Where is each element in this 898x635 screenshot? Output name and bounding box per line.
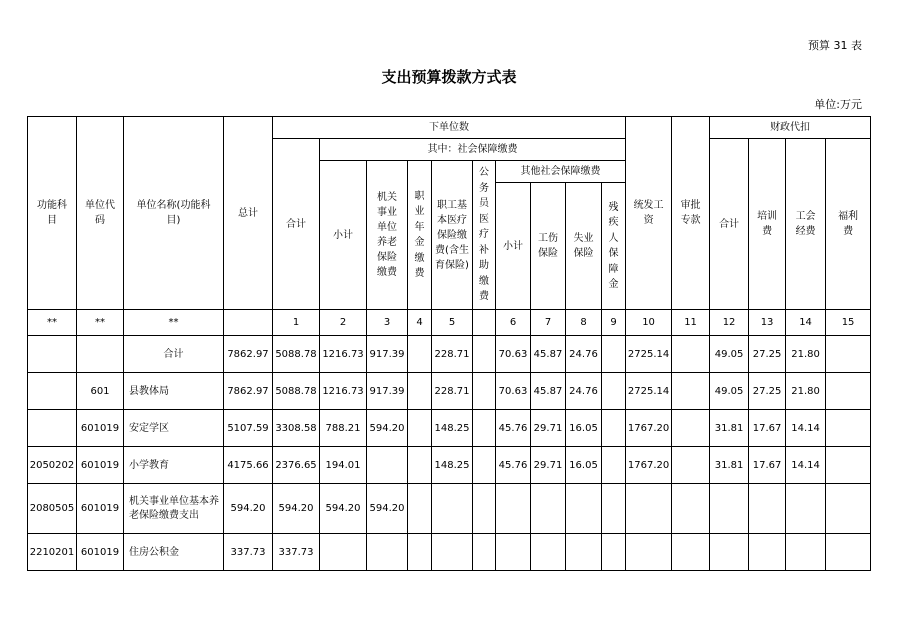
table-cell xyxy=(473,534,496,571)
table-cell: 小学教育 xyxy=(124,447,224,484)
table-cell: 2210201 xyxy=(28,534,77,571)
table-cell: 45.87 xyxy=(531,373,566,410)
table-cell: 2376.65 xyxy=(273,447,320,484)
table-cell: 194.01 xyxy=(320,447,367,484)
table-cell xyxy=(786,484,826,534)
table-cell xyxy=(672,336,710,373)
table-cell: 24.76 xyxy=(566,336,602,373)
table-cell: 31.81 xyxy=(710,410,749,447)
table-cell: 148.25 xyxy=(432,410,473,447)
table-row xyxy=(28,336,871,373)
table-cell xyxy=(672,484,710,534)
table-cell: 4175.66 xyxy=(224,447,273,484)
table-cell xyxy=(367,447,408,484)
unit-label: 单位:万元 xyxy=(814,98,862,111)
table-cell: 1216.73 xyxy=(320,336,367,373)
table-cell: 合计 xyxy=(124,336,224,373)
table-cell: 2725.14 xyxy=(626,336,672,373)
header-func-code: 功能科目 xyxy=(28,117,77,310)
table-cell: 2080505 xyxy=(28,484,77,534)
header-unit-name: 单位名称(功能科目) xyxy=(124,117,224,310)
table-cell: 601019 xyxy=(77,484,124,534)
header-medical: 职工基本医疗保险缴费(含生育保险) xyxy=(432,161,473,310)
table-cell xyxy=(749,534,786,571)
table-cell: 住房公积金 xyxy=(124,534,224,571)
table-cell: 29.71 xyxy=(531,447,566,484)
table-cell xyxy=(566,484,602,534)
table-cell: 3308.58 xyxy=(273,410,320,447)
header-social-subtotal: 小计 xyxy=(320,161,367,310)
table-cell: 16.05 xyxy=(566,447,602,484)
table-cell: 14 xyxy=(786,310,826,336)
header-fiscal-deduct: 财政代扣 xyxy=(710,117,871,139)
page-label: 预算 31 表 xyxy=(808,39,862,52)
table-cell: 228.71 xyxy=(432,336,473,373)
table-cell xyxy=(473,373,496,410)
table-cell: 15 xyxy=(826,310,871,336)
table-cell xyxy=(473,447,496,484)
header-unit-code: 单位代码 xyxy=(77,117,124,310)
table-cell xyxy=(496,534,531,571)
table-cell: ** xyxy=(77,310,124,336)
table-cell: 337.73 xyxy=(273,534,320,571)
index-row xyxy=(28,310,871,336)
table-cell: 601019 xyxy=(77,534,124,571)
table-cell: 594.20 xyxy=(367,410,408,447)
page-title: 支出预算拨款方式表 xyxy=(381,68,517,86)
table-cell: 13 xyxy=(749,310,786,336)
table-cell xyxy=(473,336,496,373)
table-cell xyxy=(531,534,566,571)
table-cell: 2050202 xyxy=(28,447,77,484)
table-cell: 1 xyxy=(273,310,320,336)
header-total: 总计 xyxy=(224,117,273,310)
table-cell xyxy=(28,410,77,447)
table-cell: 安定学区 xyxy=(124,410,224,447)
table-cell: 49.05 xyxy=(710,373,749,410)
table-cell: 5088.78 xyxy=(273,373,320,410)
table-cell xyxy=(77,336,124,373)
table-row xyxy=(28,484,871,534)
table-cell: 601019 xyxy=(77,410,124,447)
table-cell xyxy=(602,534,626,571)
table-cell: 70.63 xyxy=(496,373,531,410)
table-cell xyxy=(710,534,749,571)
header-of-which-social: 其中：社会保障缴费 xyxy=(320,139,626,161)
table-row xyxy=(28,534,871,571)
header-training: 培训费 xyxy=(749,139,786,310)
table-cell xyxy=(826,534,871,571)
table-cell xyxy=(826,447,871,484)
table-cell: 917.39 xyxy=(367,373,408,410)
table-cell xyxy=(408,484,432,534)
header-disabled: 残疾人保障金 xyxy=(602,183,626,310)
header-welfare: 福利费 xyxy=(826,139,871,310)
table-cell: 594.20 xyxy=(320,484,367,534)
table-cell: 3 xyxy=(367,310,408,336)
table-cell: 16.05 xyxy=(566,410,602,447)
header-lower-total: 合计 xyxy=(273,139,320,310)
table-cell: 228.71 xyxy=(432,373,473,410)
table-cell xyxy=(473,310,496,336)
table-cell: 9 xyxy=(602,310,626,336)
table-cell xyxy=(408,410,432,447)
header-fiscal-total: 合计 xyxy=(710,139,749,310)
table-cell: 1767.20 xyxy=(626,410,672,447)
table-cell: 10 xyxy=(626,310,672,336)
table-cell xyxy=(473,410,496,447)
table-cell xyxy=(710,484,749,534)
table-cell: 31.81 xyxy=(710,447,749,484)
table-cell: 5088.78 xyxy=(273,336,320,373)
table-cell xyxy=(602,447,626,484)
header-salary: 统发工资 xyxy=(626,117,672,310)
table-cell xyxy=(626,534,672,571)
table-cell xyxy=(826,410,871,447)
header-union: 工会经费 xyxy=(786,139,826,310)
table-cell xyxy=(826,373,871,410)
header-other-subtotal: 小计 xyxy=(496,183,531,310)
table-cell xyxy=(602,373,626,410)
table-cell: 601019 xyxy=(77,447,124,484)
table-cell: 45.87 xyxy=(531,336,566,373)
table-cell xyxy=(749,484,786,534)
table-cell: 5107.59 xyxy=(224,410,273,447)
table-cell: 县教体局 xyxy=(124,373,224,410)
table-cell: 8 xyxy=(566,310,602,336)
table-cell xyxy=(786,534,826,571)
table-cell xyxy=(432,534,473,571)
table-cell: 14.14 xyxy=(786,410,826,447)
table-cell xyxy=(473,484,496,534)
table-cell: 7862.97 xyxy=(224,336,273,373)
header-annuity: 职业年金缴费 xyxy=(408,161,432,310)
table-cell: 27.25 xyxy=(749,336,786,373)
header-special: 审批专款 xyxy=(672,117,710,310)
table-cell xyxy=(28,336,77,373)
table-cell xyxy=(496,484,531,534)
table-cell: 21.80 xyxy=(786,336,826,373)
table-cell: 917.39 xyxy=(367,336,408,373)
table-cell xyxy=(408,534,432,571)
table-cell xyxy=(408,336,432,373)
table-cell: 7 xyxy=(531,310,566,336)
table-cell xyxy=(28,373,77,410)
table-cell: 49.05 xyxy=(710,336,749,373)
table-row xyxy=(28,447,871,484)
header-pension: 机关事业单位养老保险缴费 xyxy=(367,161,408,310)
table-cell xyxy=(672,410,710,447)
table-cell: 70.63 xyxy=(496,336,531,373)
table-cell: 11 xyxy=(672,310,710,336)
table-cell: ** xyxy=(28,310,77,336)
table-cell xyxy=(432,484,473,534)
table-cell: 5 xyxy=(432,310,473,336)
table-row xyxy=(28,373,871,410)
table-cell: 27.25 xyxy=(749,373,786,410)
table-cell xyxy=(566,534,602,571)
table-cell: 594.20 xyxy=(367,484,408,534)
table-cell xyxy=(367,534,408,571)
table-cell xyxy=(826,336,871,373)
header-lower-unit-count: 下单位数 xyxy=(273,117,626,139)
table-cell: 2725.14 xyxy=(626,373,672,410)
table-cell: 337.73 xyxy=(224,534,273,571)
table-cell: 45.76 xyxy=(496,447,531,484)
header-unemployment: 失业保险 xyxy=(566,183,602,310)
table-cell: 14.14 xyxy=(786,447,826,484)
table-cell xyxy=(672,373,710,410)
table-cell: 601 xyxy=(77,373,124,410)
table-cell xyxy=(826,484,871,534)
table-cell: 1216.73 xyxy=(320,373,367,410)
table-cell: 4 xyxy=(408,310,432,336)
budget-table xyxy=(27,116,871,571)
table-cell xyxy=(602,336,626,373)
table-cell: 594.20 xyxy=(273,484,320,534)
table-cell: 1767.20 xyxy=(626,447,672,484)
table-cell xyxy=(602,484,626,534)
table-cell xyxy=(626,484,672,534)
table-cell xyxy=(672,534,710,571)
table-cell: 12 xyxy=(710,310,749,336)
table-cell xyxy=(672,447,710,484)
table-cell xyxy=(602,410,626,447)
table-cell: 2 xyxy=(320,310,367,336)
table-cell: 17.67 xyxy=(749,410,786,447)
table-cell: 29.71 xyxy=(531,410,566,447)
table-cell: 148.25 xyxy=(432,447,473,484)
header-civil-medical: 公务员医疗补助缴费 xyxy=(473,161,496,310)
table-cell xyxy=(531,484,566,534)
table-cell: 6 xyxy=(496,310,531,336)
table-cell: 788.21 xyxy=(320,410,367,447)
table-cell xyxy=(320,534,367,571)
table-cell: 45.76 xyxy=(496,410,531,447)
table-cell: 24.76 xyxy=(566,373,602,410)
header-other-social: 其他社会保障缴费 xyxy=(496,161,626,183)
table-row xyxy=(28,410,871,447)
table-cell: ** xyxy=(124,310,224,336)
table-cell: 7862.97 xyxy=(224,373,273,410)
table-cell xyxy=(408,373,432,410)
table-cell: 21.80 xyxy=(786,373,826,410)
table-cell xyxy=(408,447,432,484)
table-cell: 机关事业单位基本养老保险缴费支出 xyxy=(124,484,224,534)
table-cell: 17.67 xyxy=(749,447,786,484)
table-cell xyxy=(224,310,273,336)
header-injury: 工伤保险 xyxy=(531,183,566,310)
table-cell: 594.20 xyxy=(224,484,273,534)
